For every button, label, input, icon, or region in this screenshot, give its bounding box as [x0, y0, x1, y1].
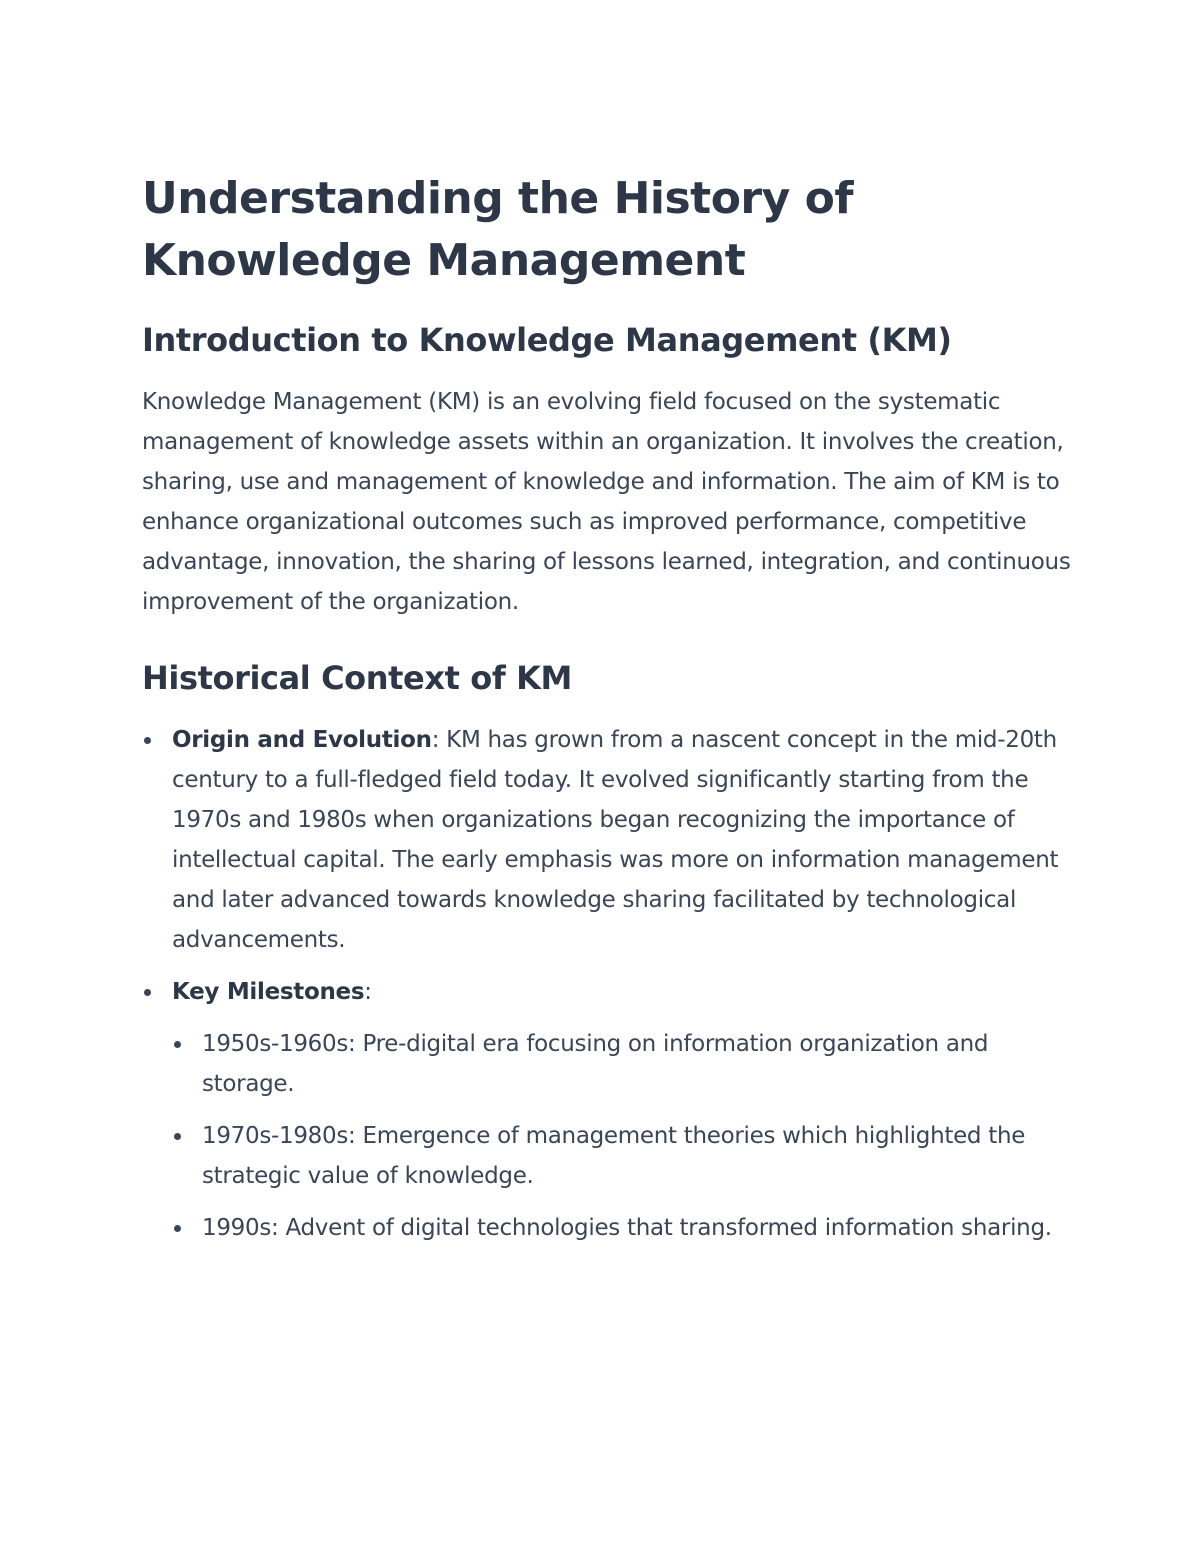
bullet-icon [144, 989, 151, 996]
history-list [142, 720, 1072, 1248]
sublist-item-1950s [172, 1024, 1072, 1104]
sublist-item-text: 1990s: Advent of digital technologies that transformed information sharing. [202, 1215, 1052, 1241]
list-item-text: : [364, 979, 372, 1005]
sublist-item-1970s [172, 1116, 1072, 1196]
intro-paragraph: Knowledge Management (KM) is an evolving field focused on the systematic management of knowledge assets within an organization. It involves the creation, sharing, use and management of knowledge and information. The aim of KM is to enhance organizational outcomes such as improved performance, competitive advantage, innovation, the sharing of lessons learned, integration, and continuous improvement of the organization. [142, 389, 1071, 615]
document-title: Understanding the History of Knowledge Management [142, 173, 853, 286]
list-item-origin-evolution [142, 720, 1072, 960]
milestones-sublist [172, 1024, 1072, 1248]
bullet-icon [174, 1133, 181, 1140]
sublist-item-text: 1950s-1960s: Pre-digital era focusing on information organization and storage. [202, 1031, 989, 1097]
bullet-icon [174, 1041, 181, 1048]
list-item-text: : KM has grown from a nascent concept in the mid-20th century to a full-fledged field today. It evolved significantly starting from the 1970s and 1980s when organizations began recognizing the importance of intellectual capital. The early emphasis was more on information management and later advanced towards knowledge sharing facilitated by technological advancements. [172, 727, 1059, 953]
list-item-label: Origin and Evolution [172, 727, 432, 753]
sublist-item-1990s [172, 1208, 1072, 1248]
section-heading-introduction: Introduction to Knowledge Management (KM) [142, 321, 952, 359]
list-item-label: Key Milestones [172, 979, 365, 1005]
section-heading-historical-context: Historical Context of KM [142, 659, 572, 697]
sublist-item-text: 1970s-1980s: Emergence of management theories which highlighted the strategic value of knowledge. [202, 1123, 1026, 1189]
bullet-icon [144, 737, 151, 744]
list-item-key-milestones [142, 972, 1072, 1248]
document-page [142, 168, 1072, 1248]
bullet-icon [174, 1225, 181, 1232]
